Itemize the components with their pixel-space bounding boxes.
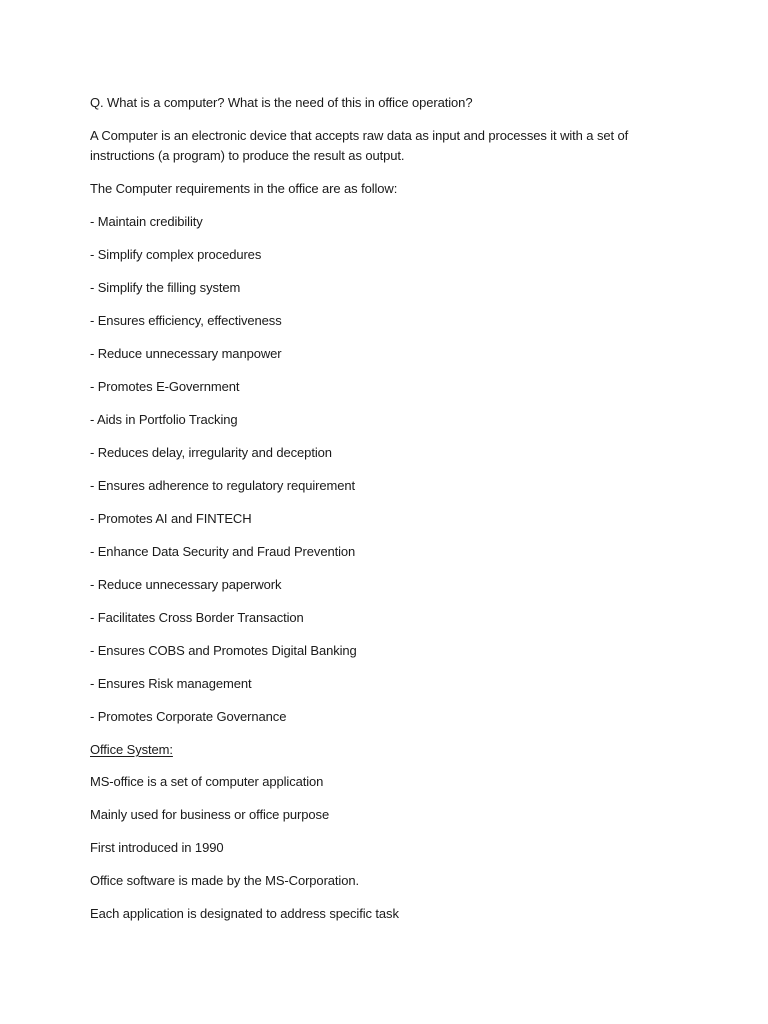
list-item: - Maintain credibility: [90, 214, 203, 229]
list-item: - Reduce unnecessary manpower: [90, 346, 282, 361]
list-item: - Enhance Data Security and Fraud Prevention: [90, 544, 356, 559]
question-heading: Q. What is a computer? What is the need of this in office operation?: [90, 95, 473, 110]
list-item: - Simplify the filling system: [90, 280, 241, 295]
office-system-line: First introduced in 1990: [90, 840, 224, 855]
list-item: - Promotes E-Government: [90, 379, 240, 394]
office-system-line: Each application is designated to address specific task: [90, 906, 399, 921]
list-item: - Ensures Risk management: [90, 676, 252, 691]
list-item: - Ensures adherence to regulatory requirement: [90, 478, 356, 493]
office-system-line: Mainly used for business or office purpose: [90, 807, 330, 822]
office-system-section: [90, 772, 678, 924]
list-item: - Ensures efficiency, effectiveness: [90, 313, 282, 328]
list-item: - Aids in Portfolio Tracking: [90, 412, 238, 427]
office-system-heading: Office System:: [90, 742, 173, 757]
list-item: - Reduces delay, irregularity and deception: [90, 445, 332, 460]
list-item: - Ensures COBS and Promotes Digital Banking: [90, 643, 357, 658]
office-system-line: Office software is made by the MS-Corporation.: [90, 873, 359, 888]
list-item: - Promotes Corporate Governance: [90, 709, 287, 724]
list-item: - Facilitates Cross Border Transaction: [90, 610, 304, 625]
list-item: - Simplify complex procedures: [90, 247, 262, 262]
requirements-list: [90, 212, 678, 727]
computer-definition: A Computer is an electronic device that accepts raw data as input and processes it with a set of instructions (a program) to produce the result as output.: [90, 128, 629, 163]
requirements-intro: The Computer requirements in the office are as follow:: [90, 181, 398, 196]
office-system-line: MS-office is a set of computer application: [90, 774, 324, 789]
list-item: - Promotes AI and FINTECH: [90, 511, 252, 526]
list-item: - Reduce unnecessary paperwork: [90, 577, 282, 592]
